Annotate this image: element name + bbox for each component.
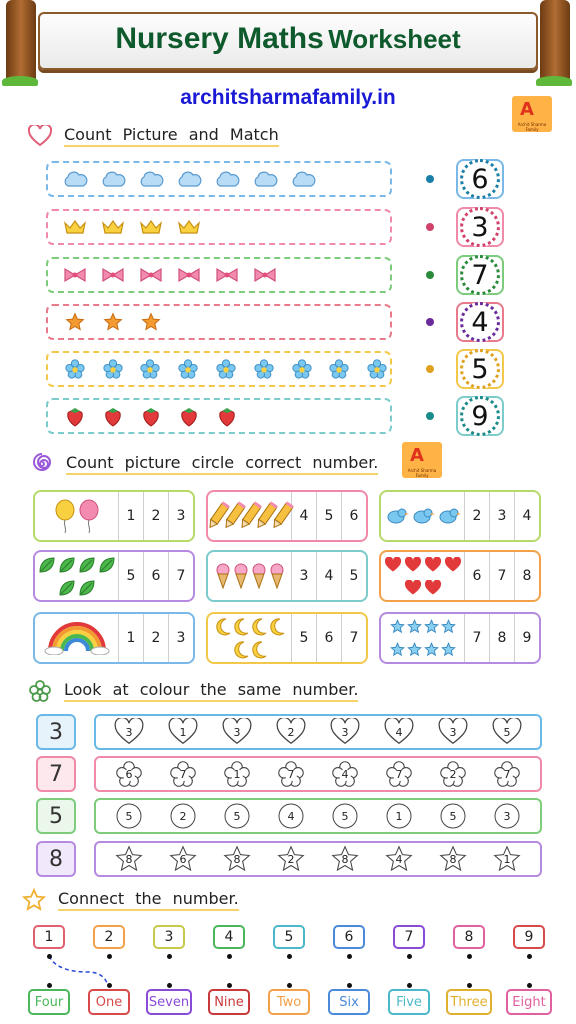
star-icon: [62, 311, 88, 333]
number-card[interactable]: [456, 396, 504, 436]
number-option[interactable]: 6: [464, 552, 489, 600]
count-pictures: [208, 552, 291, 600]
number-option[interactable]: 2: [143, 492, 168, 540]
number-label: 3: [460, 207, 500, 247]
section-heading-connect: [22, 888, 239, 912]
crown-icon: [176, 216, 202, 238]
star-icon: [390, 642, 405, 657]
connect-number-box[interactable]: 4: [213, 925, 245, 949]
match-dot[interactable]: [426, 318, 434, 326]
count-box: [33, 612, 195, 664]
shape-number: 5: [341, 809, 349, 823]
title-sub: Worksheet: [328, 24, 461, 54]
flower-shape[interactable]: [438, 760, 468, 788]
flower-icon: [138, 358, 164, 380]
bow-icon: [214, 264, 240, 286]
title-main: Nursery Maths: [115, 22, 324, 55]
strawberry-icon: [138, 405, 164, 427]
number-label: 9: [460, 396, 500, 436]
number-word-box[interactable]: One: [88, 989, 130, 1015]
circle-shape[interactable]: [168, 802, 198, 830]
leaf-icon: [78, 556, 96, 574]
number-label: 7: [460, 255, 500, 295]
target-number: 7: [36, 756, 76, 792]
count-box: [206, 490, 368, 542]
count-pictures: [208, 492, 291, 540]
number-word-box[interactable]: Eight: [506, 989, 552, 1015]
shape-number: 7: [287, 767, 295, 781]
flower-icon: [175, 358, 201, 380]
section-heading-colour-number: [28, 679, 358, 703]
shape-number: 3: [449, 725, 457, 739]
shape-row: [94, 756, 542, 792]
number-option[interactable]: 7: [489, 552, 514, 600]
moon-icon: [233, 641, 249, 659]
number-word-box[interactable]: Three: [446, 989, 492, 1015]
section-heading-count-match: [28, 124, 279, 148]
circle-shape[interactable]: [492, 802, 522, 830]
star-icon: [424, 619, 439, 634]
picture-row: [46, 257, 392, 293]
bird-icon: [385, 507, 409, 525]
heart-icon: [424, 580, 442, 596]
picture-row: [46, 304, 392, 340]
number-option[interactable]: 9: [514, 614, 539, 662]
count-box: [206, 550, 368, 602]
heart-shape[interactable]: [384, 718, 414, 746]
number-option[interactable]: 5: [118, 552, 143, 600]
connect-dot[interactable]: [347, 983, 352, 988]
connect-number-box[interactable]: 1: [33, 925, 65, 949]
number-option[interactable]: 7: [168, 552, 193, 600]
flower-icon: [100, 358, 126, 380]
shape-number: 1: [503, 852, 511, 866]
cloud-icon: [252, 168, 278, 190]
number-option[interactable]: 3: [168, 492, 193, 540]
star-icon: [441, 642, 456, 657]
shape-number: 5: [125, 809, 133, 823]
banner-post-left: [6, 0, 36, 84]
count-box: [379, 550, 541, 602]
count-pictures: [381, 492, 464, 540]
shape-number: 5: [233, 809, 241, 823]
shape-number: 4: [287, 809, 295, 823]
shape-number: 7: [503, 767, 511, 781]
leaf-icon: [98, 556, 116, 574]
connect-dot[interactable]: [287, 983, 292, 988]
connect-number-box[interactable]: 3: [153, 925, 185, 949]
strawberry-icon: [176, 405, 202, 427]
number-option[interactable]: 4: [316, 552, 341, 600]
star-shape[interactable]: [114, 845, 144, 873]
count-pictures: [381, 614, 464, 662]
heart-shape[interactable]: [438, 718, 468, 746]
number-card[interactable]: [456, 302, 504, 342]
count-pictures: [35, 614, 118, 662]
flower-shape[interactable]: [114, 760, 144, 788]
count-pictures: [35, 552, 118, 600]
number-card[interactable]: [456, 349, 504, 389]
icecream-icon: [233, 563, 249, 589]
connect-dot[interactable]: [347, 954, 352, 959]
shape-number: 2: [287, 852, 295, 866]
heart-icon: [404, 557, 422, 573]
shape-number: 5: [503, 725, 511, 739]
heart-icon: [404, 580, 422, 596]
shape-number: 5: [449, 809, 457, 823]
connect-number-box[interactable]: 6: [333, 925, 365, 949]
shape-number: 6: [179, 852, 187, 866]
star-shape[interactable]: [330, 845, 360, 873]
strawberry-icon: [62, 405, 88, 427]
connect-dot[interactable]: [107, 954, 112, 959]
section-title: Count picture circle correct number.: [66, 453, 378, 475]
shape-number: 8: [125, 852, 133, 866]
number-label: 4: [460, 302, 500, 342]
number-option[interactable]: 2: [464, 492, 489, 540]
flower-shape[interactable]: [222, 760, 252, 788]
number-label: 5: [460, 349, 500, 389]
match-dot[interactable]: [426, 175, 434, 183]
shape-number: 3: [503, 809, 511, 823]
number-option[interactable]: 4: [514, 492, 539, 540]
section-title: Count Picture and Match: [64, 125, 279, 147]
number-option[interactable]: 6: [316, 614, 341, 662]
number-option[interactable]: 2: [143, 614, 168, 662]
number-option[interactable]: 3: [291, 552, 316, 600]
heart-icon: [384, 557, 402, 573]
cloud-icon: [138, 168, 164, 190]
number-option[interactable]: 5: [316, 492, 341, 540]
connect-dot[interactable]: [167, 954, 172, 959]
connect-dot[interactable]: [107, 983, 112, 988]
heart-shape[interactable]: [114, 718, 144, 746]
connect-number-box[interactable]: 9: [513, 925, 545, 949]
crown-icon: [100, 216, 126, 238]
number-option[interactable]: 8: [489, 614, 514, 662]
number-card[interactable]: [456, 159, 504, 199]
moon-icon: [251, 641, 267, 659]
count-box: [379, 490, 541, 542]
bow-icon: [138, 264, 164, 286]
leaf-icon: [38, 556, 56, 574]
shape-row: [94, 841, 542, 877]
circle-shape[interactable]: [276, 802, 306, 830]
count-box: [379, 612, 541, 664]
star-shape[interactable]: [168, 845, 198, 873]
cloud-icon: [290, 168, 316, 190]
circle-shape[interactable]: [222, 802, 252, 830]
star-shape[interactable]: [222, 845, 252, 873]
number-word-box[interactable]: Five: [388, 989, 430, 1015]
star-icon: [424, 642, 439, 657]
picture-row: [46, 161, 392, 197]
flower-shape[interactable]: [168, 760, 198, 788]
connect-dot[interactable]: [287, 954, 292, 959]
connect-number-box[interactable]: 5: [273, 925, 305, 949]
star-shape[interactable]: [438, 845, 468, 873]
strawberry-icon: [100, 405, 126, 427]
shape-number: 3: [125, 725, 133, 739]
number-option[interactable]: 8: [514, 552, 539, 600]
crown-icon: [62, 216, 88, 238]
number-option[interactable]: 3: [168, 614, 193, 662]
shape-number: 4: [341, 767, 349, 781]
flower-shape[interactable]: [330, 760, 360, 788]
connect-dot[interactable]: [227, 954, 232, 959]
bow-icon: [176, 264, 202, 286]
match-dot[interactable]: [426, 412, 434, 420]
bird-icon: [437, 507, 461, 525]
shape-number: 3: [341, 725, 349, 739]
shape-number: 2: [449, 767, 457, 781]
shape-number: 1: [395, 809, 403, 823]
count-box: [33, 550, 195, 602]
star-shape[interactable]: [276, 845, 306, 873]
shape-number: 7: [179, 767, 187, 781]
page-title: [38, 22, 538, 56]
picture-row: [46, 398, 392, 434]
leaf-icon: [78, 579, 96, 597]
heart-shape[interactable]: [168, 718, 198, 746]
flower-icon: [62, 358, 88, 380]
connect-number-box[interactable]: 7: [393, 925, 425, 949]
count-pictures: [381, 552, 464, 600]
number-word-box[interactable]: Seven: [146, 989, 192, 1015]
heart-shape[interactable]: [276, 718, 306, 746]
balloon-icon: [54, 499, 76, 533]
shape-number: 1: [179, 725, 187, 739]
bow-icon: [62, 264, 88, 286]
shape-number: 3: [233, 725, 241, 739]
icecream-icon: [269, 563, 285, 589]
match-dot[interactable]: [426, 271, 434, 279]
count-pictures: [208, 614, 291, 662]
picture-row: [46, 209, 392, 245]
brand-logo: A Archit Sharma Family: [402, 442, 442, 478]
cloud-icon: [214, 168, 240, 190]
banner-post-right: [540, 0, 570, 84]
number-word-box[interactable]: Nine: [208, 989, 250, 1015]
icecream-icon: [251, 563, 267, 589]
circle-shape[interactable]: [384, 802, 414, 830]
title-banner: [0, 0, 576, 90]
heart-icon: [444, 557, 462, 573]
number-option[interactable]: 3: [489, 492, 514, 540]
star-icon: [407, 619, 422, 634]
circle-shape[interactable]: [114, 802, 144, 830]
crown-icon: [138, 216, 164, 238]
strawberry-icon: [214, 405, 240, 427]
shape-number: 7: [395, 767, 403, 781]
star-icon: [390, 619, 405, 634]
spiral-icon: [30, 452, 54, 476]
star-icon: [138, 311, 164, 333]
connect-number-box[interactable]: 8: [453, 925, 485, 949]
connect-dot[interactable]: [527, 983, 532, 988]
target-number: 5: [36, 798, 76, 834]
connect-dot[interactable]: [467, 983, 472, 988]
shape-number: 2: [287, 725, 295, 739]
target-number: 3: [36, 714, 76, 750]
grass-decoration: [2, 76, 38, 86]
flower-shape[interactable]: [276, 760, 306, 788]
brand-logo: A Archit Sharma Family: [512, 96, 552, 132]
shape-number: 6: [125, 767, 133, 781]
number-option[interactable]: 5: [341, 552, 366, 600]
flower-icon: [289, 358, 315, 380]
bird-icon: [411, 507, 435, 525]
logo-caption: Archit Sharma Family: [407, 468, 437, 478]
match-dot[interactable]: [426, 223, 434, 231]
connect-dot[interactable]: [227, 983, 232, 988]
cloud-icon: [100, 168, 126, 190]
heart-shape[interactable]: [330, 718, 360, 746]
count-box: [206, 612, 368, 664]
number-option[interactable]: 6: [143, 552, 168, 600]
shape-row: [94, 714, 542, 750]
circle-shape[interactable]: [438, 802, 468, 830]
connect-dot[interactable]: [407, 983, 412, 988]
leaf-icon: [58, 556, 76, 574]
website-link[interactable]: architsharmafamily.in: [180, 86, 396, 109]
shape-number: 4: [395, 725, 403, 739]
picture-row: [46, 351, 392, 387]
section-title: Connect the number.: [58, 889, 239, 911]
number-label: 6: [460, 159, 500, 199]
cloud-icon: [62, 168, 88, 190]
moon-icon: [215, 618, 231, 636]
rainbow-icon: [44, 621, 110, 655]
cloud-icon: [176, 168, 202, 190]
grass-decoration: [536, 76, 572, 86]
flower-icon: [251, 358, 277, 380]
match-dot[interactable]: [426, 365, 434, 373]
section-heading-circle-number: [30, 452, 378, 476]
number-option[interactable]: 6: [341, 492, 366, 540]
icecream-icon: [215, 563, 231, 589]
connect-dot[interactable]: [47, 983, 52, 988]
number-option[interactable]: 4: [291, 492, 316, 540]
flower-icon: [28, 679, 52, 703]
shape-row: [94, 798, 542, 834]
number-card[interactable]: [456, 255, 504, 295]
connect-dot[interactable]: [167, 983, 172, 988]
moon-icon: [251, 618, 267, 636]
number-option[interactable]: 7: [464, 614, 489, 662]
connect-dot[interactable]: [407, 954, 412, 959]
shape-number: 2: [179, 809, 187, 823]
leaf-icon: [58, 579, 76, 597]
star-icon: [407, 642, 422, 657]
connect-number-box[interactable]: 2: [93, 925, 125, 949]
shape-number: 4: [395, 852, 403, 866]
star-icon: [441, 619, 456, 634]
connect-dot[interactable]: [47, 954, 52, 959]
flower-icon: [213, 358, 239, 380]
number-option[interactable]: 7: [341, 614, 366, 662]
heart-outline-icon: [28, 124, 52, 148]
bow-icon: [100, 264, 126, 286]
number-word-box[interactable]: Four: [28, 989, 70, 1015]
number-word-box[interactable]: Six: [328, 989, 370, 1015]
count-pictures: [35, 492, 118, 540]
flower-icon: [364, 358, 390, 380]
star-icon: [100, 311, 126, 333]
heart-icon: [424, 557, 442, 573]
star-outline-icon: [22, 888, 46, 912]
number-option[interactable]: 1: [118, 492, 143, 540]
bow-icon: [252, 264, 278, 286]
number-word-box[interactable]: Two: [268, 989, 310, 1015]
star-shape[interactable]: [384, 845, 414, 873]
count-box: [33, 490, 195, 542]
heart-shape[interactable]: [492, 718, 522, 746]
section-title: Look at colour the same number.: [64, 680, 358, 702]
star-shape[interactable]: [492, 845, 522, 873]
logo-caption: Archit Sharma Family: [517, 122, 547, 132]
flower-shape[interactable]: [384, 760, 414, 788]
connect-dot[interactable]: [467, 954, 472, 959]
number-card[interactable]: [456, 207, 504, 247]
shape-number: 8: [341, 852, 349, 866]
moon-icon: [233, 618, 249, 636]
heart-shape[interactable]: [222, 718, 252, 746]
moon-icon: [269, 618, 285, 636]
number-option[interactable]: 1: [118, 614, 143, 662]
target-number: 8: [36, 841, 76, 877]
number-option[interactable]: 5: [291, 614, 316, 662]
flower-shape[interactable]: [492, 760, 522, 788]
circle-shape[interactable]: [330, 802, 360, 830]
connect-dot[interactable]: [527, 954, 532, 959]
shape-number: 8: [233, 852, 241, 866]
flower-icon: [326, 358, 352, 380]
shape-number: 8: [449, 852, 457, 866]
balloon-icon: [78, 499, 100, 533]
shape-number: 1: [233, 767, 241, 781]
